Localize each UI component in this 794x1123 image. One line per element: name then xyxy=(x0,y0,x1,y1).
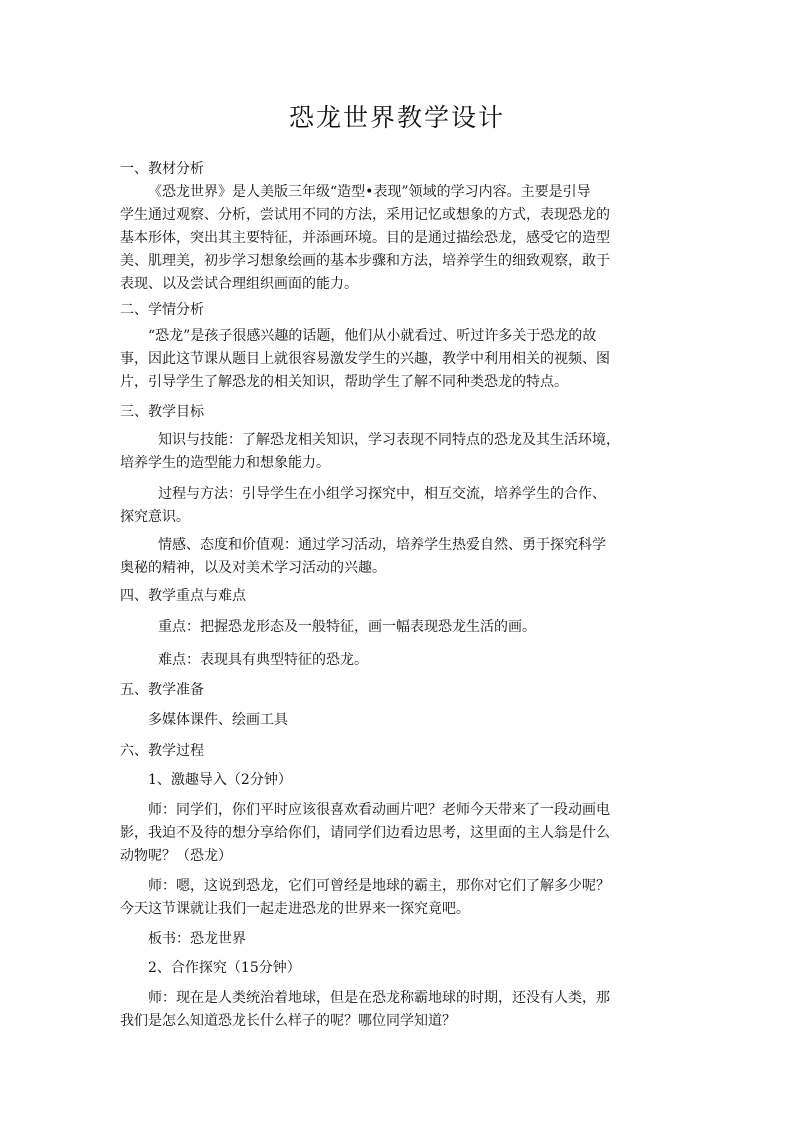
paragraph-line: 学生通过观察、分析，尝试用不同的方法，采用记忆或想象的方式，表现恐龙的 xyxy=(120,207,610,223)
paragraph-line: 知识与技能：了解恐龙相关知识，学习表现不同特点的恐龙及其生活环境， xyxy=(158,432,620,448)
paragraph-line: 难点：表现具有典型特征的恐龙。 xyxy=(158,652,368,668)
paragraph-line: 重点：把握恐龙形态及一般特征，画一幅表现恐龙生活的画。 xyxy=(158,619,536,635)
section-heading: 三、教学目标 xyxy=(120,404,204,420)
paragraph-line: 培养学生的造型能力和想象能力。 xyxy=(120,455,330,471)
paragraph-line: 影，我迫不及待的想分享给你们，请同学们边看边思考，这里面的主人翁是什么 xyxy=(120,825,610,841)
section-heading: 一、教材分析 xyxy=(120,161,204,177)
section-heading: 四、教学重点与难点 xyxy=(120,588,246,604)
paragraph-line: 探究意识。 xyxy=(120,509,190,525)
section-heading: 六、教学过程 xyxy=(120,743,204,759)
paragraph-line: 2、合作探究（15分钟） xyxy=(148,960,301,976)
paragraph-line: 1、激趣导入（2分钟） xyxy=(148,772,292,788)
paragraph-line: 奥秘的精神，以及对美术学习活动的兴趣。 xyxy=(120,560,386,576)
paragraph-line: 师：同学们，你们平时应该很喜欢看动画片吧？老师今天带来了一段动画电 xyxy=(148,802,610,818)
paragraph-line: 师：现在是人类统治着地球，但是在恐龙称霸地球的时期，还没有人类，那 xyxy=(148,990,610,1006)
paragraph-line: 动物呢？（恐龙） xyxy=(120,848,232,864)
paragraph-line: 《恐龙世界》是人美版三年级“造型•表现”领域的学习内容。主要是引导 xyxy=(148,184,591,200)
paragraph-line: 美、肌理美，初步学习想象绘画的基本步骤和方法，培养学生的细致观察，敢于 xyxy=(120,253,610,269)
paragraph-line: 基本形体，突出其主要特征，并添画环境。目的是通过描绘恐龙，感受它的造型 xyxy=(120,230,610,246)
paragraph-line: 表现、以及尝试合理组织画面的能力。 xyxy=(120,276,358,292)
paragraph-line: 情感、态度和价值观：通过学习活动，培养学生热爱自然、勇于探究科学 xyxy=(158,537,606,553)
paragraph-line: 多媒体课件、绘画工具 xyxy=(148,712,288,728)
paragraph-line: 今天这节课就让我们一起走进恐龙的世界来一探究竟吧。 xyxy=(120,901,470,917)
paragraph-line: “恐龙”是孩子很感兴趣的话题，他们从小就看过、听过许多关于恐龙的故 xyxy=(148,328,597,344)
paragraph-line: 事，因此这节课从题目上就很容易激发学生的兴趣，教学中利用相关的视频、图 xyxy=(120,351,610,367)
section-heading: 二、学情分析 xyxy=(120,302,204,318)
paragraph-line: 我们是怎么知道恐龙长什么样子的呢？哪位同学知道？ xyxy=(120,1013,456,1029)
paragraph-line: 师：嗯，这说到恐龙，它们可曾经是地球的霸主，那你对它们了解多少呢？ xyxy=(148,878,610,894)
page-title: 恐龙世界教学设计 xyxy=(288,103,505,132)
paragraph-line: 片，引导学生了解恐龙的相关知识，帮助学生了解不同种类恐龙的特点。 xyxy=(120,374,568,390)
section-heading: 五、教学准备 xyxy=(120,682,204,698)
paragraph-line: 过程与方法：引导学生在小组学习探究中，相互交流，培养学生的合作、 xyxy=(158,486,606,502)
paragraph-line: 板书：恐龙世界 xyxy=(148,931,246,947)
